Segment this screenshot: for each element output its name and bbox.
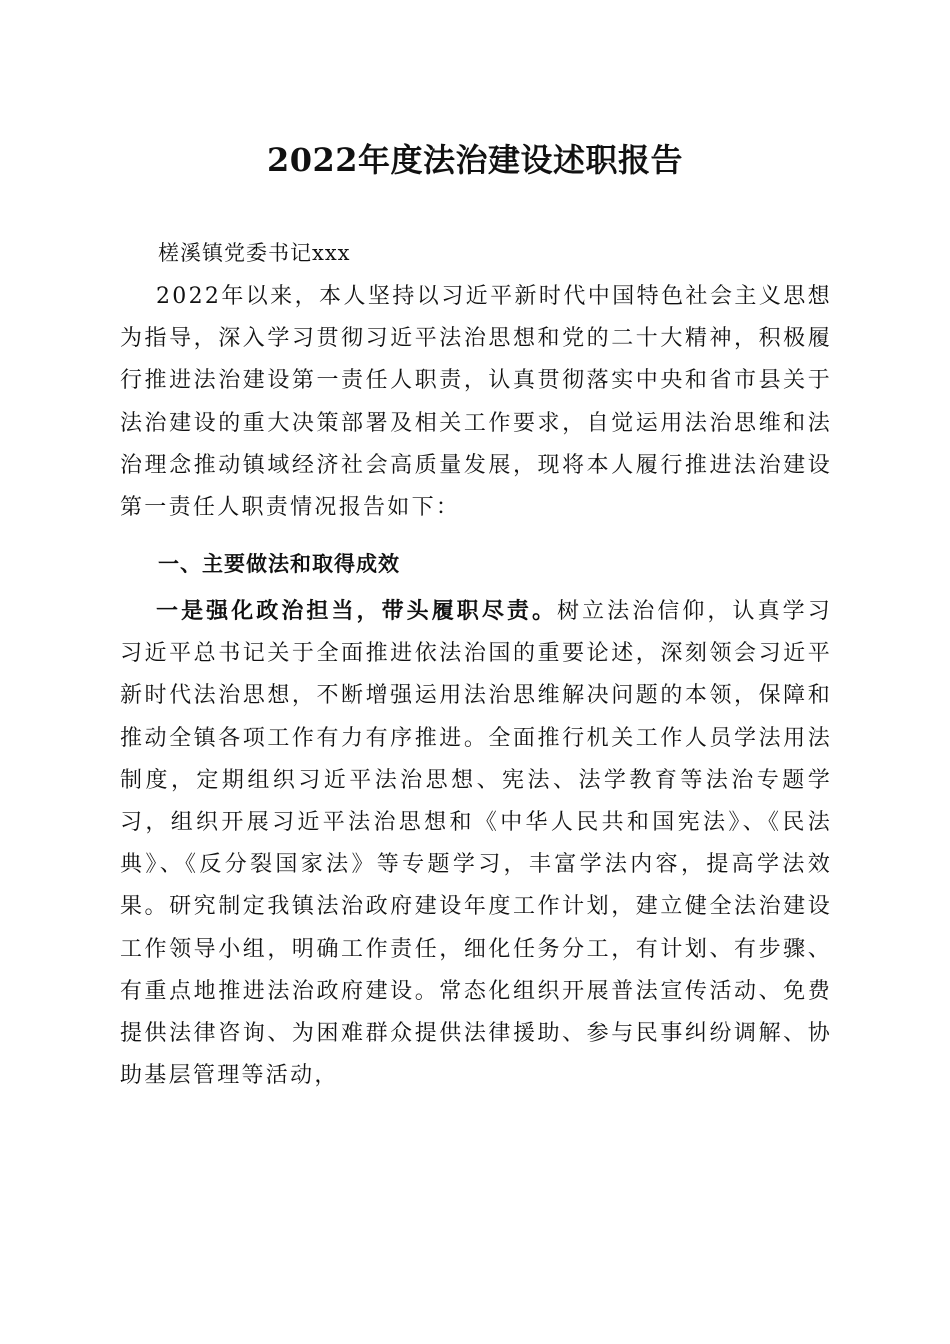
section-heading: 一、主要做法和取得成效 — [158, 552, 400, 576]
point-paragraph — [120, 590, 832, 1097]
point-lead: 一是强化政治担当，带头履职尽责。 — [156, 598, 558, 624]
intro-paragraph: 2022年以来，本人坚持以习近平新时代中国特色社会主义思想为指导，深入学习贯彻习近平法治思想和党的二十大精神，积极履行推进法治建设第一责任人职责，认真贯彻落实中央和省市县关于法治建设的重大决策部署及相关工作要求，自觉运用法治思维和法治理念推动镇域经济社会高质量发展，现将本人履行推进法治建设第一责任人职责情况报告如下： — [120, 284, 832, 521]
author-line: 槎溪镇党委书记xxx — [158, 241, 351, 265]
point-body: 树立法治信仰，认真学习习近平总书记关于全面推进依法治国的重要论述，深刻领会习近平新时代法治思想，不断增强运用法治思维解决问题的本领，保障和推动全镇各项工作有力有序推进。全面推行机关工作人员学法用法制度，定期组织习近平法治思想、宪法、法学教育等法治专题学习，组织开展习近平法治思想和《中华人民共和国宪法》、《民法典》、《反分裂国家法》等专题学习，丰富学法内容，提高学法效果。研究制定我镇法治政府建设年度工作计划，建立健全法治建设工作领导小组，明确工作责任，细化任务分工，有计划、有步骤、有重点地推进法治政府建设。常态化组织开展普法宣传活动、免费提供法律咨询、为困难群众提供法律援助、参与民事纠纷调解、协助基层管理等活动， — [120, 599, 832, 1089]
document-title: 2022年度法治建设述职报告 — [266, 141, 684, 179]
